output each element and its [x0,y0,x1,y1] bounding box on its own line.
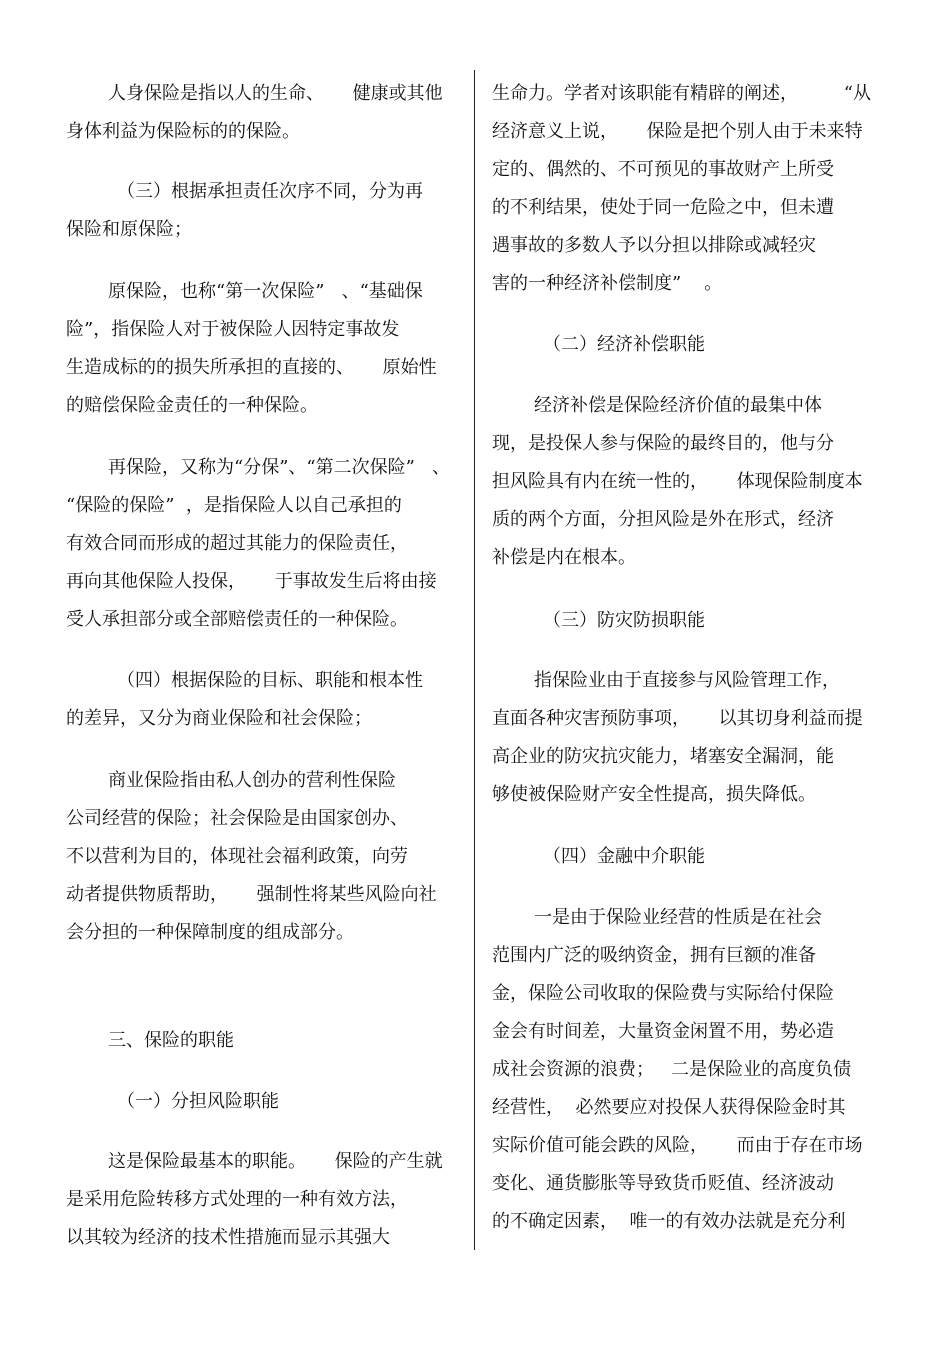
right-p4-line-7: 实际价值可能会跌的风险， 而由于存在市场 [492,1135,863,1156]
subheading-compensation: （二）经济补偿职能 [543,334,705,355]
left-p4-line-1: 再保险，又称为“分保”、“第二次保险” 、 [108,457,450,478]
left-p5-line-2: 的差异，又分为商业保险和社会保险； [66,708,372,729]
left-p3-line-1: 原保险，也称“第一次保险” 、“基础保 [108,281,423,302]
left-p4-line-4: 再向其他保险人投保， 于事故发生后将由接 [66,571,437,592]
right-p2-line-2: 现，是投保人参与保险的最终目的，他与分 [492,433,834,454]
right-p1-line-2: 经济意义上说， 保险是把个别人由于未来特 [492,121,863,142]
left-p4-line-3: 有效合同而形成的超过其能力的保险责任， [66,533,408,554]
right-p3-line-1: 指保险业由于直接参与风险管理工作， [534,670,840,691]
column-divider [474,70,475,1250]
right-p4-line-9: 的不确定因素， 唯一的有效办法就是充分利 [492,1211,846,1232]
section-heading-functions: 三、保险的职能 [108,1030,234,1051]
left-p3-line-3: 生造成标的的损失所承担的直接的、 原始性 [66,357,437,378]
left-p3-line-2: 险”，指保险人对于被保险人因特定事故发 [66,319,400,340]
subheading-risk-sharing: （一）分担风险职能 [117,1091,279,1112]
left-p6-line-5: 会分担的一种保障制度的组成部分。 [66,922,354,943]
right-p1-line-4: 的不利结果，使处于同一危险之中，但未遭 [492,197,834,218]
right-p2-line-5: 补偿是内在根本。 [492,547,636,568]
left-p4-line-2: “保险的保险” ，是指保险人以自己承担的 [66,495,402,516]
left-p1-line-2: 身体利益为保险标的的保险。 [66,121,300,142]
left-p7-line-1: 这是保险最基本的职能。 保险的产生就 [108,1151,443,1172]
right-p4-line-8: 变化、通货膨胀等导致货币贬值、经济波动 [492,1173,834,1194]
left-p2-line-2: 保险和原保险； [66,219,192,240]
right-p4-line-4: 金会有时间差，大量资金闲置不用，势必造 [492,1021,834,1042]
right-p2-line-4: 质的两个方面，分担风险是外在形式，经济 [492,509,834,530]
subheading-financial-intermediary: （四）金融中介职能 [543,846,705,867]
left-p2-line-1: （三）根据承担责任次序不同，分为再 [117,181,423,202]
right-p1-line-6: 害的一种经济补偿制度” 。 [492,273,723,294]
right-p1-line-5: 遇事故的多数人予以分担以排除或减轻灾 [492,235,816,256]
right-p3-line-4: 够使被保险财产安全性提高，损失降低。 [492,784,816,805]
right-p1-line-1: 生命力。学者对该职能有精辟的阐述， “从 [492,83,871,104]
right-p4-line-5: 成社会资源的浪费； 二是保险业的高度负债 [492,1059,852,1080]
right-p1-line-3: 定的、偶然的、不可预见的事故财产上所受 [492,159,834,180]
subheading-loss-prevention: （三）防灾防损职能 [543,610,705,631]
right-p3-line-2: 直面各种灾害预防事项， 以其切身利益而提 [492,708,863,729]
left-p6-line-4: 动者提供物质帮助， 强制性将某些风险向社 [66,884,437,905]
left-p6-line-1: 商业保险指由私人创办的营利性保险 [108,770,396,791]
left-p3-line-4: 的赔偿保险金责任的一种保险。 [66,395,318,416]
left-p4-line-5: 受人承担部分或全部赔偿责任的一种保险。 [66,609,408,630]
left-p6-line-2: 公司经营的保险；社会保险是由国家创办、 [66,808,408,829]
right-p4-line-1: 一是由于保险业经营的性质是在社会 [534,907,822,928]
right-p4-line-6: 经营性， 必然要应对投保人获得保险金时其 [492,1097,846,1118]
left-p7-line-2: 是采用危险转移方式处理的一种有效方法， [66,1189,408,1210]
left-p1-line-1: 人身保险是指以人的生命、 健康或其他 [108,83,443,104]
left-p5-line-1: （四）根据保险的目标、职能和根本性 [117,670,423,691]
left-p6-line-3: 不以营利为目的，体现社会福利政策，向劳 [66,846,408,867]
right-p2-line-1: 经济补偿是保险经济价值的最集中体 [534,395,822,416]
left-p7-line-3: 以其较为经济的技术性措施而显示其强大 [66,1227,390,1248]
right-p2-line-3: 担风险具有内在统一性的， 体现保险制度本 [492,471,863,492]
right-p4-line-2: 范围内广泛的吸纳资金，拥有巨额的准备 [492,945,816,966]
right-p3-line-3: 高企业的防灾抗灾能力，堵塞安全漏洞，能 [492,746,834,767]
right-p4-line-3: 金，保险公司收取的保险费与实际给付保险 [492,983,834,1004]
